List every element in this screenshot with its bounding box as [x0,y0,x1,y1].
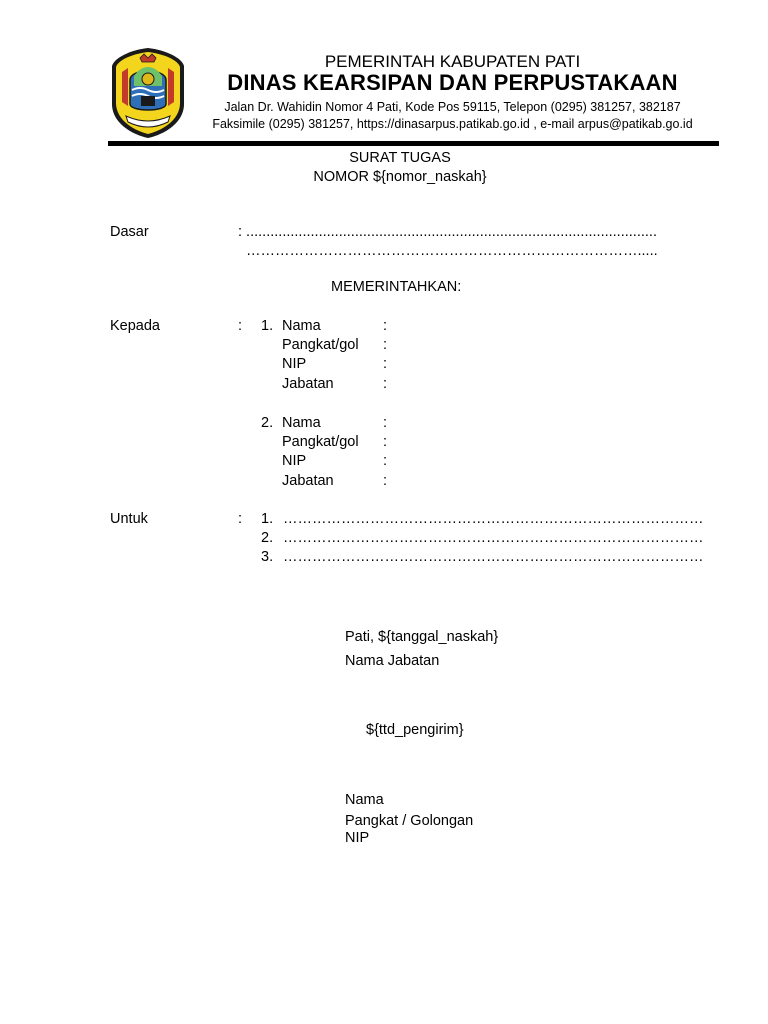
untuk-label: Untuk [110,511,148,527]
untuk-item-2-number: 2. [261,530,274,546]
person-1-position-colon: : [383,376,388,392]
kepada-colon: : [238,318,243,334]
person-2-nip-colon: : [383,453,388,469]
person-1-nip-colon: : [383,356,388,372]
person-2-position-colon: : [383,473,388,489]
person-1-position-label: Jabatan [282,376,334,392]
government-name: PEMERINTAH KABUPATEN PATI [324,52,581,71]
person-1-number: 1. [261,318,274,334]
document-number: NOMOR ${nomor_naskah} [313,169,487,185]
agency-name: DINAS KEARSIPAN DAN PERPUSTAKAAN [227,70,678,95]
signatory-nip: NIP [345,830,370,846]
person-1-name-colon: : [383,318,388,334]
untuk-item-1-text: …………………………………………………………………………… [283,511,704,527]
dasar-label: Dasar [110,224,149,240]
untuk-item-1-number: 1. [261,511,274,527]
person-1-rank-label: Pangkat/gol [282,337,359,353]
signature-placeholder: ${ttd_pengirim} [366,722,464,738]
agency-address: Jalan Dr. Wahidin Nomor 4 Pati, Kode Pos 59115, Telepon (0295) 381257, 382187 [224,100,681,114]
agency-contact: Faksimile (0295) 381257, https://dinasarpus.patikab.go.id , e-mail arpus@patikab.go.id [212,117,693,131]
person-1-rank-colon: : [383,337,388,353]
signatory-name: Nama [345,792,384,808]
untuk-colon: : [238,511,243,527]
person-2-rank-colon: : [383,434,388,450]
document-title: SURAT TUGAS [349,150,451,166]
signatory-position: Nama Jabatan [345,653,440,669]
kepada-label: Kepada [110,318,160,334]
person-2-position-label: Jabatan [282,473,334,489]
person-1-nip-label: NIP [282,356,307,372]
command-heading: MEMERINTAHKAN: [331,279,462,295]
person-2-name-colon: : [383,415,388,431]
untuk-item-3-text: …………………………………………………………………………… [283,549,704,565]
untuk-item-3-number: 3. [261,549,274,565]
dasar-line-1: : ...................................................................................................... [238,224,657,240]
signatory-rank: Pangkat / Golongan [345,813,474,829]
person-2-name-label: Nama [282,415,321,431]
untuk-item-2-text: …………………………………………………………………………… [283,530,704,546]
letterhead-divider [108,141,719,146]
place-date: Pati, ${tanggal_naskah} [345,629,499,645]
pati-regency-coat-of-arms-icon [108,46,188,140]
person-2-nip-label: NIP [282,453,307,469]
person-1-name-label: Nama [282,318,321,334]
person-2-rank-label: Pangkat/gol [282,434,359,450]
person-2-number: 2. [261,415,274,431]
dasar-line-2: ………………………………………………………………………..... [246,243,658,259]
